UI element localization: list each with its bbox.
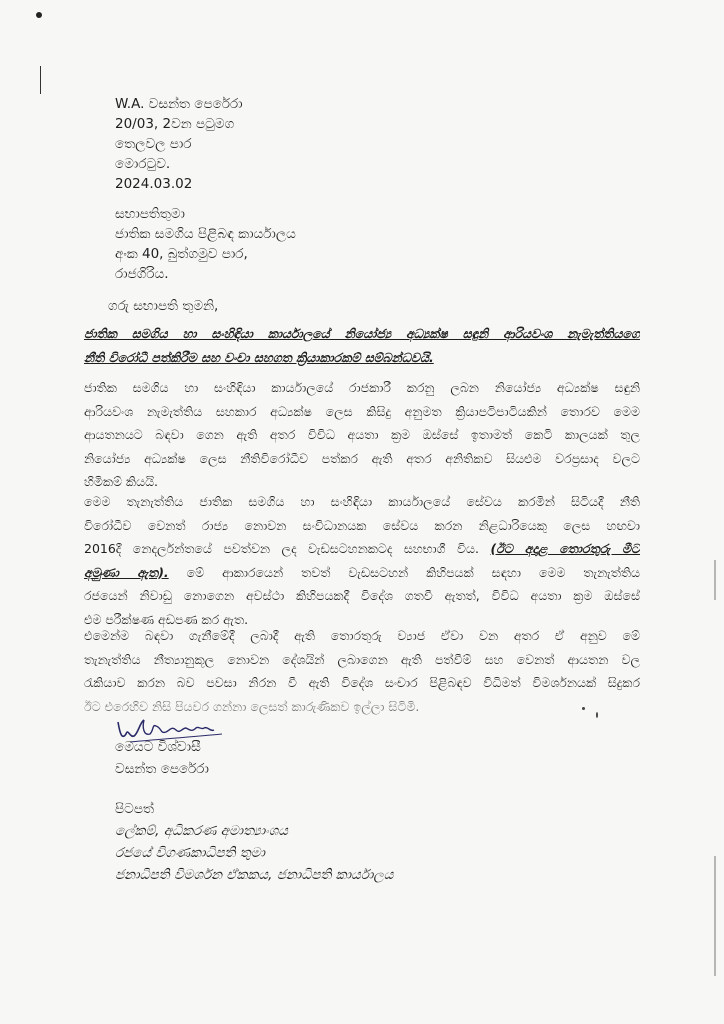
subject-line: නීති විරෝධී පත්කිරීම සහ වංචා සහගත ක්‍රියාකාරකම් සම්බන්ධවයි. <box>84 349 434 365</box>
paragraph-3 <box>84 624 640 718</box>
subject-line: ජාතික සමගිය හා සංහිඳියා කාර්යාලයේ නියෝජ්‍ය අධ්‍යක්ෂ සඳුනි ආරියවංශ නැමැත්තියගේ <box>84 326 640 341</box>
paragraph-2 <box>84 490 640 631</box>
scan-edge-line <box>714 560 716 600</box>
sender-road: තෙලවල පාර <box>115 136 192 152</box>
paragraph-line: ආයතනයට බඳවා ගෙන ඇති අතර විවිධ අයතා ක්‍රම ඔස්සේ ඉතාමත් කෙටි කාලයක් තුල <box>84 427 640 442</box>
recipient-office: ජාතික සමගිය පිළිබඳ කාර්යාලය <box>115 226 296 242</box>
paragraph-line: එමෙන්ම බඳවා ගැනීමේදී ලබාදී ඇති තොරතුරු ව්‍යාජ ඒවා වන අතර ඒ අනුව මේ <box>84 628 640 643</box>
paragraph-line: තැනැත්තිය නීත්‍යානුකූල නොවන දේශයින් ලබාගෙන ඇති පත්වීම් සහ වෙනත් ආයතන වල <box>84 651 640 667</box>
paragraph-line <box>84 561 640 585</box>
paragraph-line: එම පරීක්ෂණ අඩපණ කර ඇත. <box>84 611 249 627</box>
paragraph-line <box>84 537 640 561</box>
paragraph-text: මේ ආකාරයෙන් තවත් වැඩසටහන් කිහිපයක් සඳහා මෙම තැනැත්තිය <box>186 564 640 580</box>
paragraph-text: 2016දී නෙදර්ලන්තයේ පවත්වන ලද වැඩසටහනකටද සහභාගී විය. <box>84 541 479 556</box>
recipient-city: රාජගිරිය. <box>115 266 169 282</box>
salutation <box>108 298 218 314</box>
copy-recipient: ලේකම්, අධිකරණ අමාත්‍යාංශය <box>115 823 288 839</box>
copy-recipient: ජනාධිපති විමර්ශන ඒකකය, ජනාධිපති කාර්යාලය <box>115 867 394 883</box>
scan-margin-mark <box>40 66 41 94</box>
attachment-note: අමුණා ඇත). <box>84 564 169 580</box>
paragraph-1 <box>84 376 640 494</box>
salutation-text: ගරු සභාපති තුමනි, <box>108 298 219 314</box>
sender-city: මොරටුව. <box>115 156 171 172</box>
recipient-address: අංක 40, බුත්ගමුව පාර, <box>115 246 248 262</box>
paragraph-line: රැකියාව කරන බව පවසා නිරන වී ඇති විදේශ සංචාර පිළිබඳව විධිමත් විමර්ශනයක් සිදුකර <box>84 675 640 690</box>
closing-regards: මෙයට විශ්වාසී <box>115 739 201 755</box>
scan-edge-line <box>714 856 716 976</box>
attachment-note: (ඊට අදාළ තොරතුරු මීට <box>490 541 640 556</box>
paragraph-line: විරෝධීව වෙනත් රාජ්‍ය නොවන සංවිධානයක සේවය කරන නිළධාරියෙකු ලෙස හඟවා <box>84 517 640 533</box>
paragraph-line: ආරියවංශ නැමැත්තිය සහකාර අධ්‍යක්ෂ ලෙස කිසිදු අනුමත ක්‍රියාපටිපාටියකින් තොරව මෙම <box>84 403 640 419</box>
recipient-title: සභාපතිතුමා <box>115 206 185 222</box>
paragraph-line: නියෝජ්‍ය අධ්‍යක්ෂ ලෙස නීතිවිරෝධීව පත්කර ඇති අතර අනිතිකව සියළුම වරප්‍රසාද වලට <box>84 450 640 466</box>
paragraph-line: ඊට එරෙහිව නිසි පියවර ගන්නා ලෙසත් කාරුණිකව ඉල්ලා සිටිමි. <box>84 698 420 714</box>
sender-name: W.A. වසන්ත පෙරේරා <box>115 96 243 112</box>
sender-street: 20/03, 2වන පටුමග <box>115 116 235 132</box>
letter-subject <box>84 322 640 369</box>
paragraph-line: මෙම තැනැත්තිය ජාතික සමගිය හා සංහිඳියා කාර්යාලයේ සේවය කරමින් සිටියදී නීති <box>84 494 640 509</box>
copies-heading: පිටපත් <box>115 801 154 817</box>
closing-name: වසන්ත පෙරේරා <box>115 761 209 777</box>
scan-dot-mark <box>36 12 42 18</box>
copy-recipient: රජයේ විගණකාධිපති තුමා <box>115 845 265 861</box>
paragraph-line: හිමිකම් කියයි. <box>84 474 159 489</box>
paragraph-line: රජයෙන් නිවාඩු නොගෙන අවස්ථා කිහිපයකදී විදේශ ගතවී ඇතත්, විවිධ අයතා ක්‍රම ඔස්සේ <box>84 588 640 603</box>
paragraph-line: ජාතික සමගිය හා සංහිඳියා කාර්යාලයේ රාජකාරී කරනු ලබන නියෝජ්‍ය අධ්‍යක්ෂ සඳුනි <box>84 380 640 395</box>
letter-date: 2024.03.02 <box>115 176 193 192</box>
